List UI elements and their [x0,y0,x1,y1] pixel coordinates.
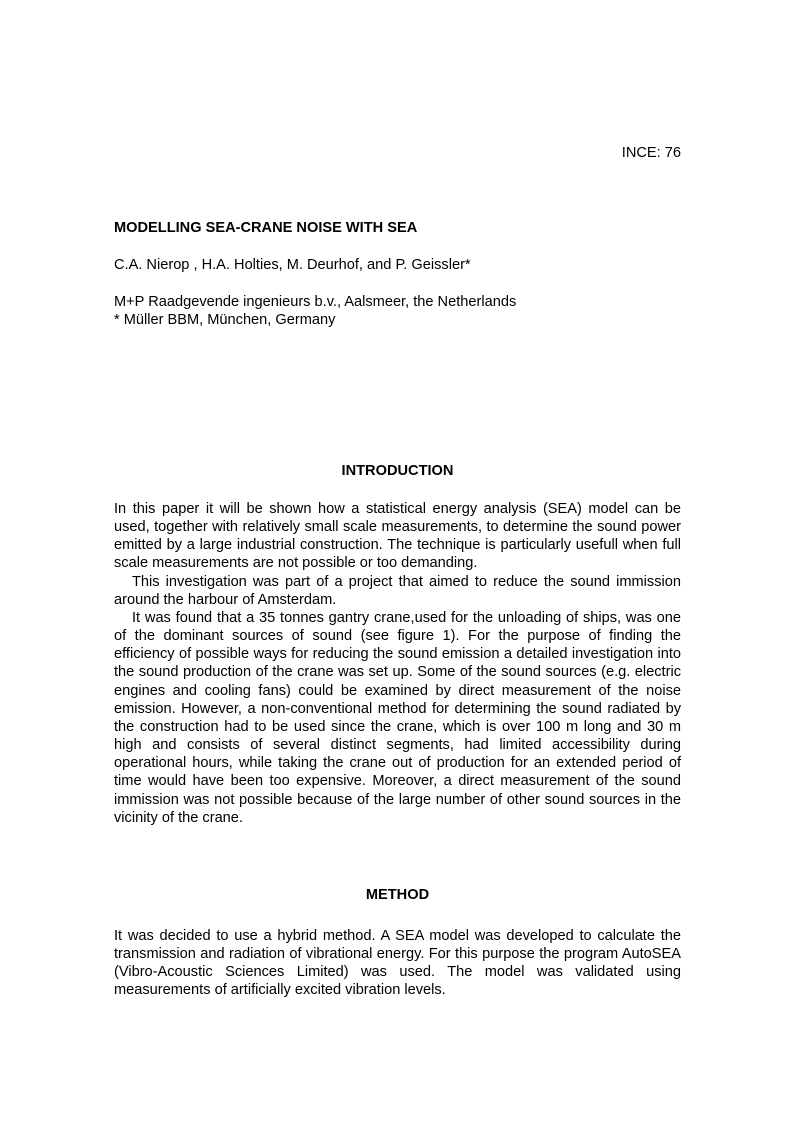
paper-page [114,0,681,1122]
paragraph: It was decided to use a hybrid method. A SEA model was developed to calculate the transmission and radiation of vibrational energy. For this purpose the program AutoSEA (Vibro-Acoustic Sciences Limited) was used. The model was validated using measurements of artificially excited vibration levels. [114,928,681,999]
paper-title: MODELLING SEA-CRANE NOISE WITH SEA [114,220,418,236]
author-list: C.A. Nierop , H.A. Holties, M. Deurhof, and P. Geissler* [114,257,471,273]
introduction-body [114,500,681,827]
affiliation-line: * Müller BBM, München, Germany [114,312,336,328]
section-heading-method: METHOD [365,887,430,903]
paragraph: In this paper it will be shown how a statistical energy analysis (SEA) model can be used, together with relatively small scale measurements, to determine the sound power emitted by a large industrial construction. The technique is particularly usefull when full scale measurements are not possible or too demanding. [114,501,681,572]
affiliation-line: M+P Raadgevende ingenieurs b.v., Aalsmeer, the Netherlands [114,294,517,310]
affiliations [114,293,516,329]
section-heading-introduction: INTRODUCTION [341,463,454,479]
paragraph: It was found that a 35 tonnes gantry crane,used for the unloading of ships, was one of the dominant sources of sound (see figure 1). For the purpose of finding the efficiency of possible ways for reducing the sound emission a detailed investigation into the sound production of the crane was set up. Some of the sound sources (e.g. electric engines and cooling fans) could be examined by direct measurement of the noise emission. However, a non-conventional method for determining the sound radiated by the construction had to be used since the crane, which is over 100 m long and 30 m high and consists of several distinct segments, had limited accessibility during operational hours, while taking the crane out of production for an extended period of time would have been too expensive. Moreover, a direct measurement of the sound immission was not possible because of the large number of other sound sources in the vicinity of the crane. [114,609,681,826]
method-body [114,927,681,1000]
paragraph: This investigation was part of a project that aimed to reduce the sound immission around the harbour of Amsterdam. [114,573,681,608]
conference-reference: INCE: 76 [621,145,681,161]
